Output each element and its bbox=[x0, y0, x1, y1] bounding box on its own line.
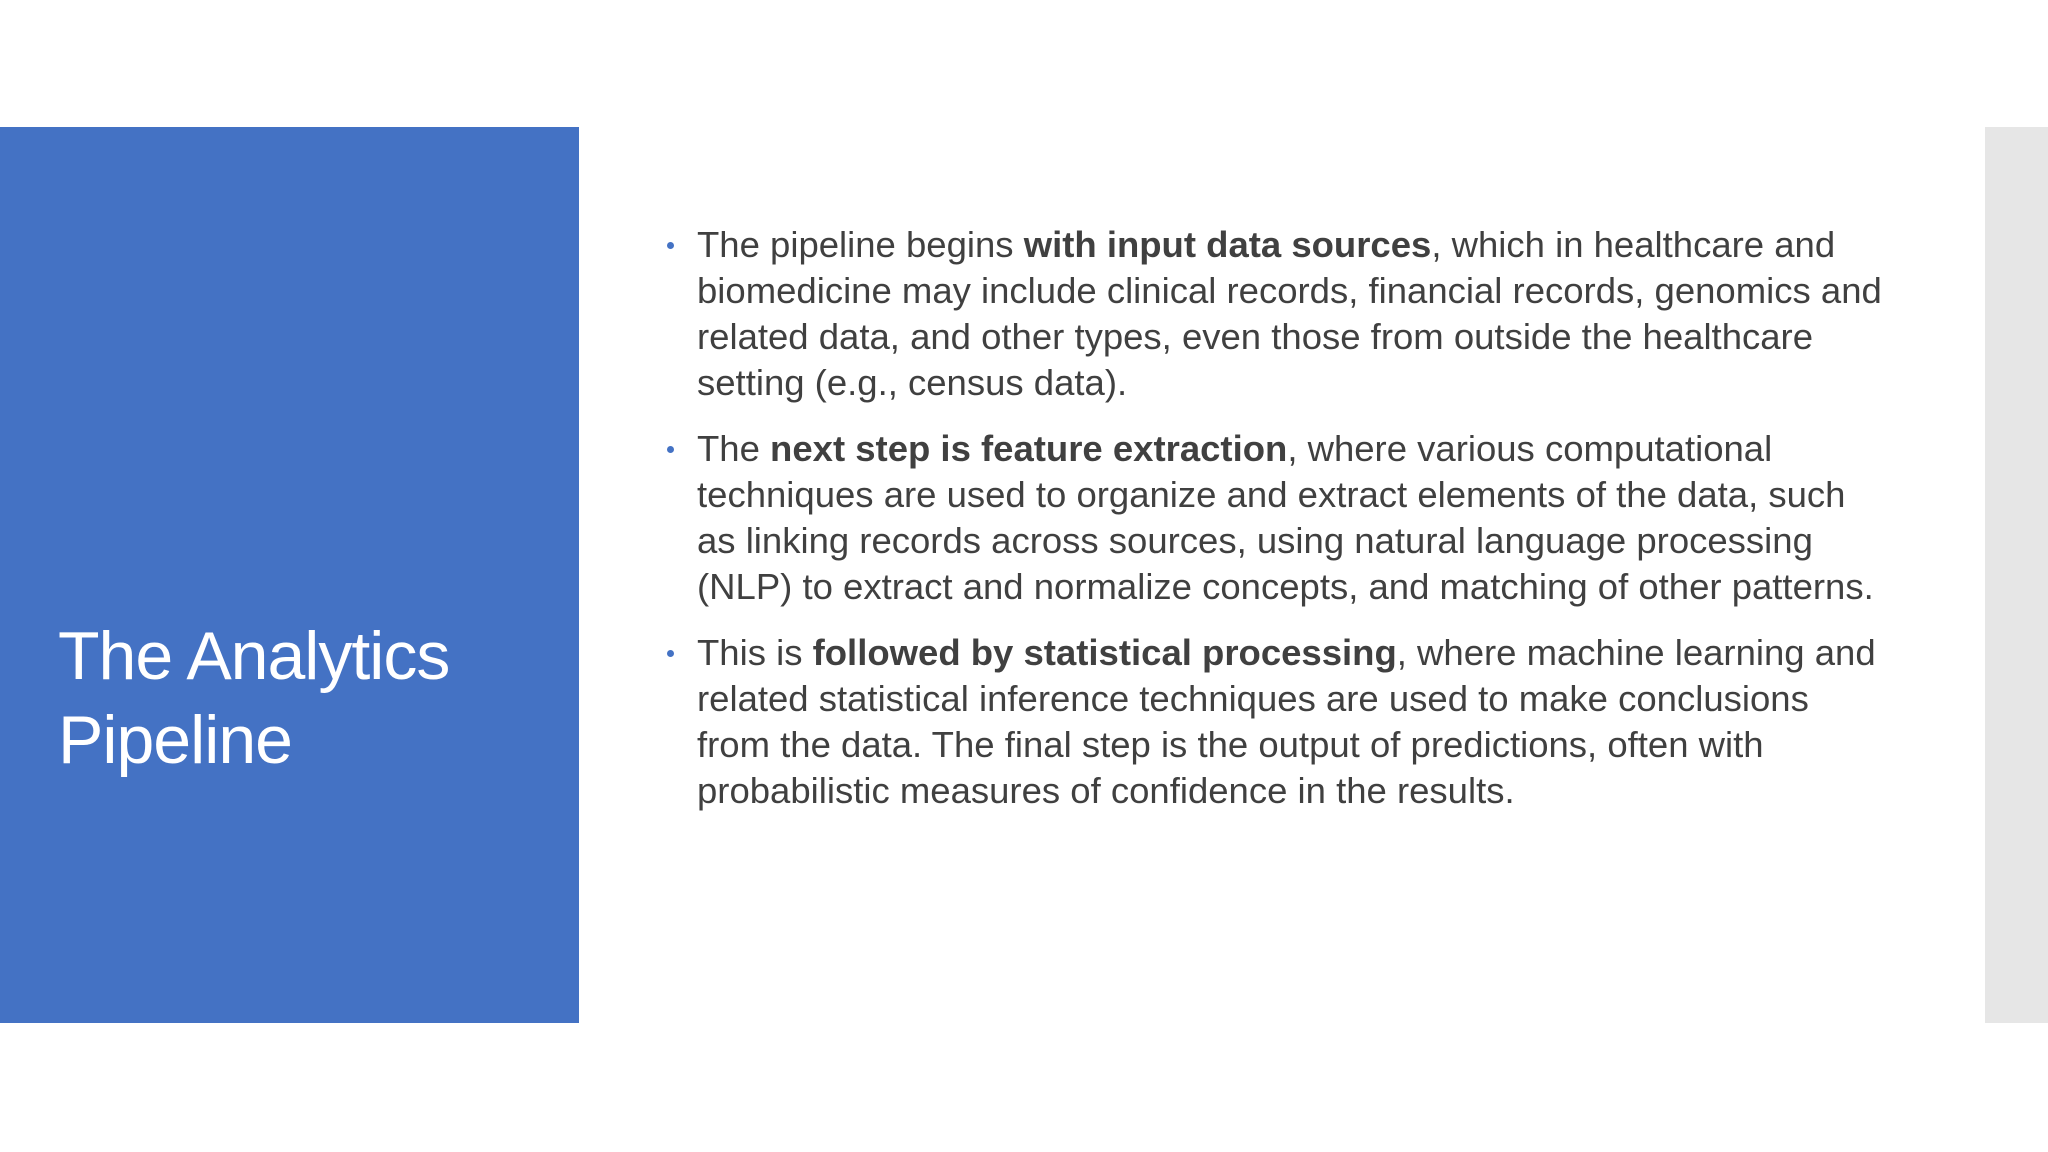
bullet-text-pre: This is bbox=[697, 632, 813, 673]
bullet-text-pre: The bbox=[697, 428, 771, 469]
bullet-text-bold: next step is feature extraction bbox=[770, 428, 1288, 469]
title-panel bbox=[0, 127, 579, 1023]
bullet-item bbox=[660, 426, 1890, 610]
bullet-dot-icon bbox=[667, 446, 674, 453]
bullet-item bbox=[660, 630, 1890, 814]
slide-title: The Analytics Pipeline bbox=[58, 618, 450, 778]
bullet-list bbox=[660, 222, 1890, 834]
bullet-text-bold: followed by statistical processing bbox=[812, 632, 1397, 673]
bullet-dot-icon bbox=[667, 242, 674, 249]
bullet-text-post: , where various computational techniques are used to organize and extract elements of the data, such as linking records across sources, using natural language processing (NLP) to extract and normalize concepts, and matching of other patterns. bbox=[697, 428, 1874, 607]
bullet-text-bold: with input data sources bbox=[1023, 224, 1432, 265]
bullet-text-pre: The pipeline begins bbox=[697, 224, 1024, 265]
right-decorative-strip bbox=[1985, 127, 2048, 1023]
bullet-text-post: , where machine learning and related statistical inference techniques are used to make conclusions from the data. The final step is the output of predictions, often with probabilistic measures of confidence in the results. bbox=[697, 632, 1876, 811]
bullet-text-post: , which in healthcare and biomedicine may include clinical records, financial records, genomics and related data, and other types, even those from outside the healthcare setting (e.g., census data). bbox=[697, 224, 1882, 403]
bullet-item bbox=[660, 222, 1890, 406]
bullet-dot-icon bbox=[667, 650, 674, 657]
